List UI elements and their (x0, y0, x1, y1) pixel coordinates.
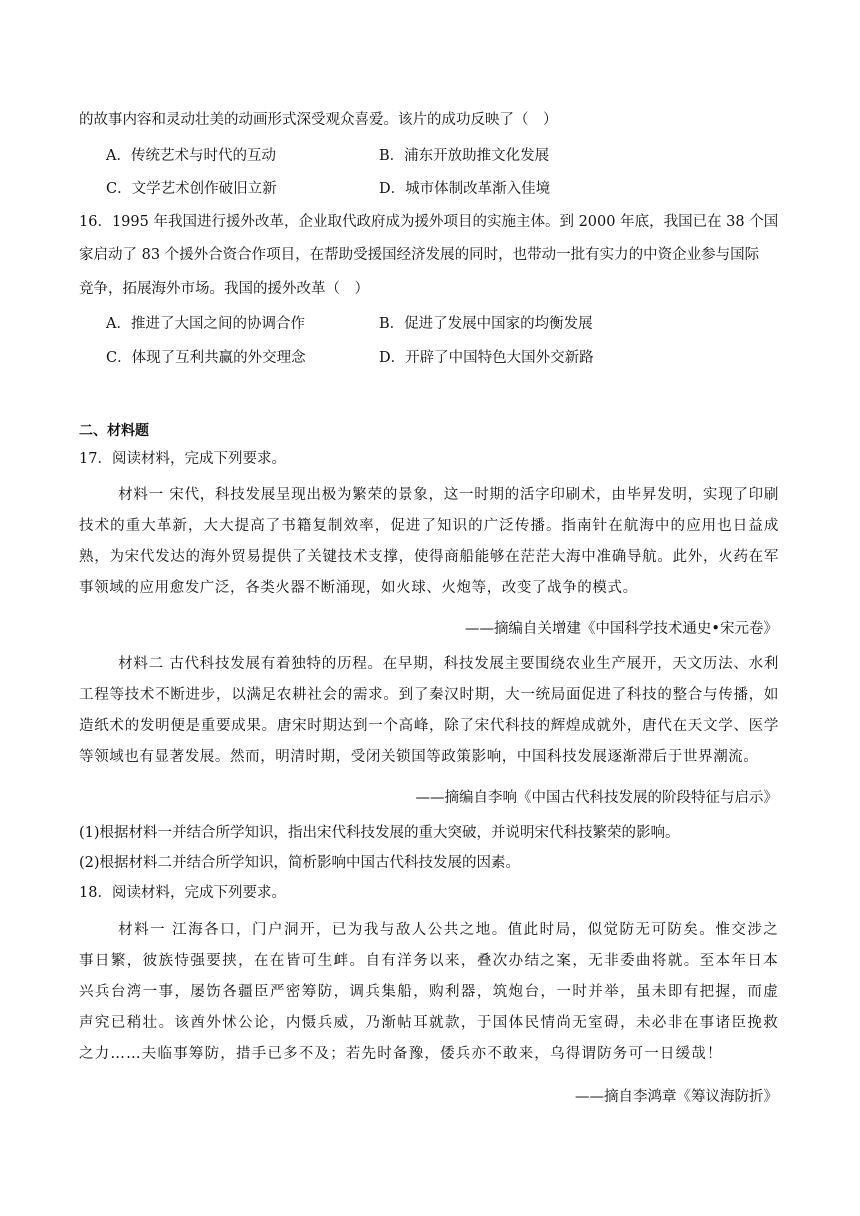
q18-stem: 18．阅读材料，完成下列要求。 (79, 885, 286, 901)
q17-stem: 17．阅读材料，完成下列要求。 (79, 451, 286, 467)
q15-option-b: B．浦东开放助推文化发展 (379, 148, 550, 164)
q17-sub-question-2: (2)根据材料二并结合所学知识，简析影响中国古代科技发展的因素。 (79, 855, 521, 871)
section-heading: 二、材料题 (79, 423, 149, 439)
q17-source-2: ——摘编自李响《中国古代科技发展的阶段特征与启示》 (415, 790, 778, 806)
q16-option-a: A．推进了大国之间的协调合作 (106, 316, 305, 332)
q16-option-c: C．体现了互利共赢的外交理念 (106, 350, 306, 366)
q18-material-1: 材料一 江海各口，门户洞开，已为我与敌人公共之地。值此时局，似觉防无可防矣。惟交涉之事日繁，彼族恃强要挟，在在皆可生衅。自有洋务以来，叠次办结之案，无非委曲将就。至本年日本兴兵台湾一事，屡饬各疆臣严密筹防，调兵集船，购利器，筑炮台，一时并举，虽未即有把握，而虚声究已稍壮。该酋外怵公论，内慑兵威，乃渐帖耳就款，于国体民情尚无室碍，未必非在事诸臣挽救之力……夫临事筹防，措手已多不及；若先时备豫，倭兵亦不敢来，乌得谓防务可一日缓哉！ (79, 922, 779, 1062)
q15-option-a: A．传统艺术与时代的互动 (106, 148, 276, 164)
q15-stem-continuation: 的故事内容和灵动壮美的动画形式深受观众喜爱。该片的成功反映了（ ） (79, 112, 558, 128)
q15-option-c: C．文学艺术创作破旧立新 (106, 181, 277, 197)
q17-material-2: 材料二 古代科技发展有着独特的历程。在早期，科技发展主要围绕农业生产展开，天文历法、水利工程等技术不断进步，以满足农耕社会的需求。到了秦汉时期，大一统局面促进了科技的整合与传播，如造纸术的发明便是重要成果。唐宋时期达到一个高峰，除了宋代科技的辉煌成就外，唐代在天文学、医学等领域也有显著发展。然而，明清时期，受闭关锁国等政策影响，中国科技发展逐渐滞后于世界潮流。 (79, 656, 779, 765)
q16-stem-line-2: 家启动了 83 个援外合资合作项目，在帮助受援国经济发展的同时，也带动一批有实力的中资企业参与国际 (79, 247, 760, 263)
q16-option-b: B．促进了发展中国家的均衡发展 (379, 316, 593, 332)
q16-stem-line-3: 竞争，拓展海外市场。我国的援外改革（ ） (79, 281, 369, 297)
q15-option-d: D．城市体制改革渐入佳境 (379, 181, 551, 197)
q17-source-1: ——摘编自关增建《中国科学技术通史•宋元卷》 (464, 621, 778, 637)
q17-sub-question-1: (1)根据材料一并结合所学知识，指出宋代科技发展的重大突破，并说明宋代科技繁荣的影响。 (79, 825, 680, 841)
q18-source-1: ——摘自李鸿章《筹议海防折》 (575, 1089, 778, 1105)
q16-stem-line-1: 16．1995 年我国进行援外改革，企业取代政府成为援外项目的实施主体。到 2000 年底，我国已在 38 个国 (79, 214, 779, 230)
q16-option-d: D．开辟了中国特色大国外交新路 (379, 350, 594, 366)
q17-material-1: 材料一 宋代，科技发展呈现出极为繁荣的景象，这一时期的活字印刷术，由毕昇发明，实现了印刷技术的重大革新，大大提高了书籍复制效率，促进了知识的广泛传播。指南针在航海中的应用也日益成熟，为宋代发达的海外贸易提供了关键技术支撑，使得商船能够在茫茫大海中准确导航。此外，火药在军事领域的应用愈发广泛，各类火器不断涌现，如火球、火炮等，改变了战争的模式。 (79, 487, 779, 596)
